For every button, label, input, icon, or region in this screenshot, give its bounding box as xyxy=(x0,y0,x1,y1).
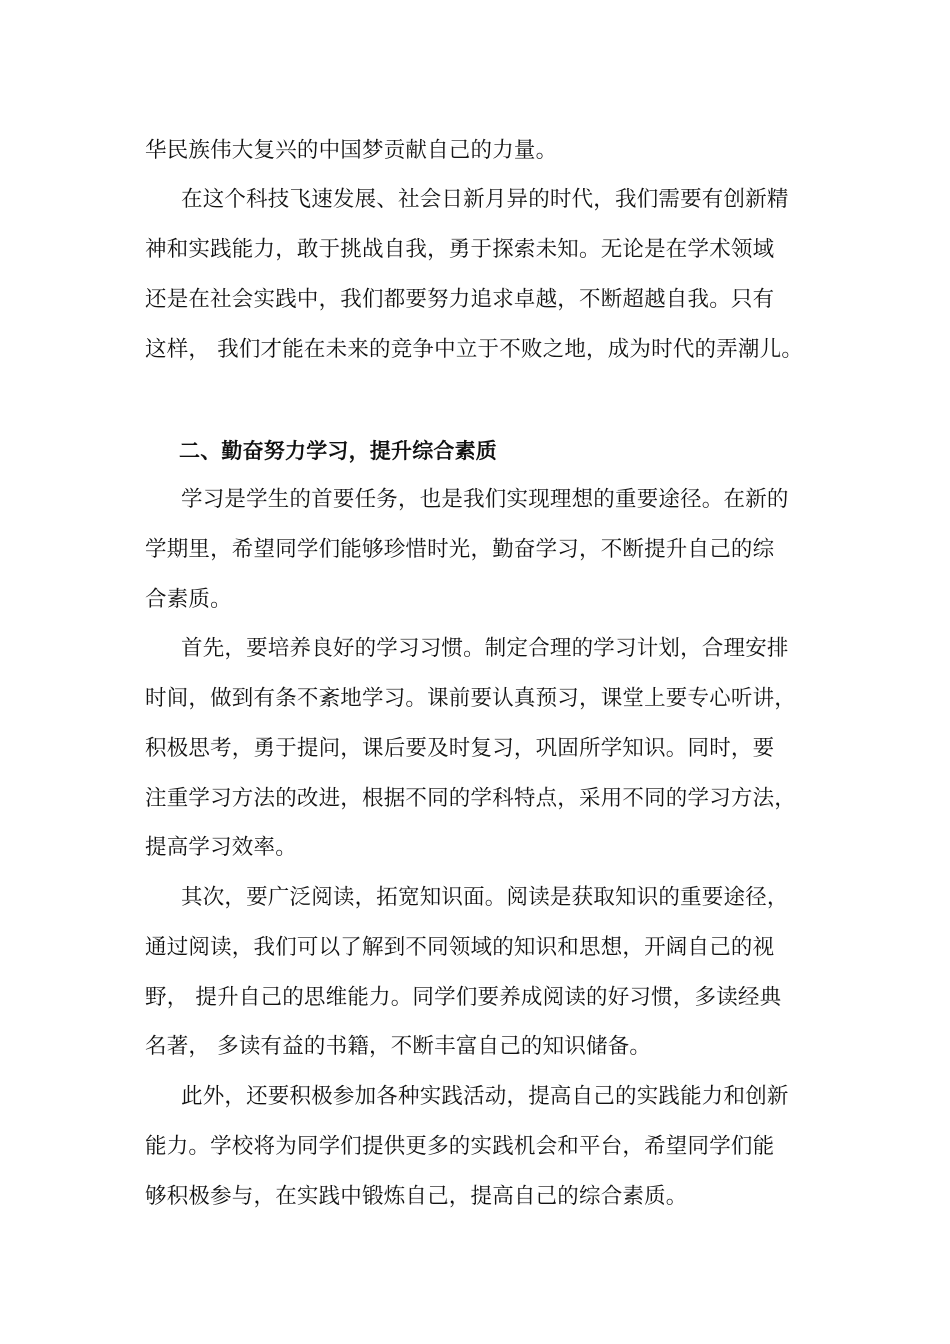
paragraph-1-line-1: 华民族伟大复兴的中国梦贡献自己的力量。 xyxy=(145,138,558,163)
paragraph-4-line-2: 时间，做到有条不紊地学习。课前要认真预习，课堂上要专心听讲， xyxy=(145,686,797,711)
paragraph-6-line-2: 能力。学校将为同学们提供更多的实践机会和平台，希望同学们能 xyxy=(145,1134,775,1159)
paragraph-3-line-1: 学习是学生的首要任务，也是我们实现理想的重要途径。在新的 xyxy=(181,487,789,512)
paragraph-4-line-4: 注重学习方法的改进，根据不同的学科特点，采用不同的学习方法， xyxy=(145,786,797,811)
paragraph-5-line-4: 名著， 多读有益的书籍，不断丰富自己的知识储备。 xyxy=(145,1034,652,1059)
paragraph-2-line-3: 还是在社会实践中，我们都要努力追求卓越，不断超越自我。只有 xyxy=(145,287,775,312)
paragraph-3-line-2: 学期里，希望同学们能够珍惜时光，勤奋学习，不断提升自己的综 xyxy=(145,537,775,562)
paragraph-5-line-2: 通过阅读，我们可以了解到不同领域的知识和思想，开阔自己的视 xyxy=(145,935,775,960)
paragraph-3-line-3: 合素质。 xyxy=(145,587,232,612)
paragraph-6-line-1: 此外，还要积极参加各种实践活动，提高自己的实践能力和创新 xyxy=(181,1084,789,1109)
paragraph-2-line-1: 在这个科技飞速发展、社会日新月异的时代，我们需要有创新精 xyxy=(181,187,789,212)
paragraph-6-line-3: 够积极参与，在实践中锻炼自己，提高自己的综合素质。 xyxy=(145,1184,688,1209)
paragraph-4-line-1: 首先，要培养良好的学习习惯。制定合理的学习计划，合理安排 xyxy=(181,636,789,661)
paragraph-4-line-3: 积极思考，勇于提问，课后要及时复习，巩固所学知识。同时，要 xyxy=(145,736,775,761)
paragraph-2-line-4: 这样， 我们才能在未来的竞争中立于不败之地，成为时代的弄潮儿。 xyxy=(145,337,804,362)
paragraph-5-line-1: 其次，要广泛阅读，拓宽知识面。阅读是获取知识的重要途径， xyxy=(181,885,789,910)
paragraph-5-line-3: 野， 提升自己的思维能力。同学们要养成阅读的好习惯，多读经典 xyxy=(145,985,782,1010)
section-heading: 二、勤奋努力学习，提升综合素质 xyxy=(179,439,497,463)
paragraph-4-line-5: 提高学习效率。 xyxy=(145,835,297,860)
paragraph-2-line-2: 神和实践能力，敢于挑战自我，勇于探索未知。无论是在学术领域 xyxy=(145,237,775,262)
